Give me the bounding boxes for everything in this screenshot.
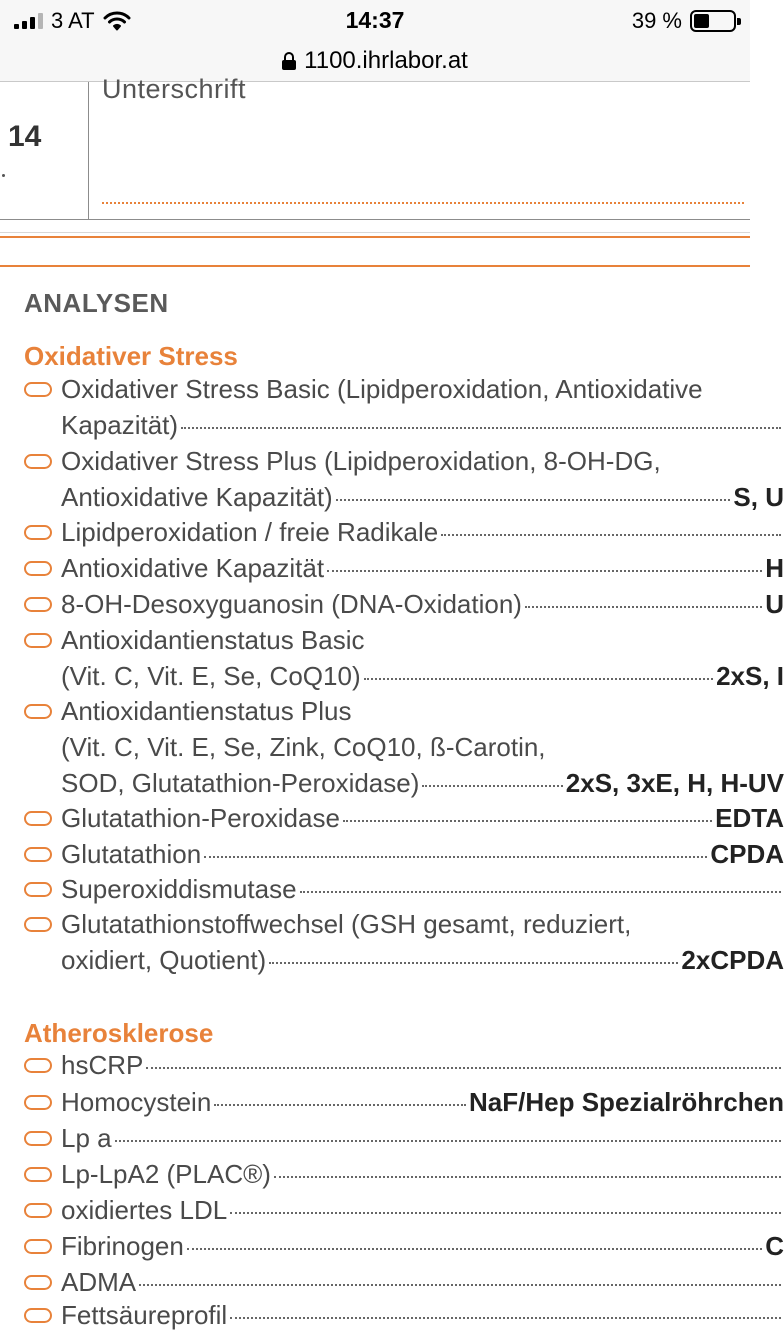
item-line [61, 942, 784, 978]
item-label: Lp-LpA2 (PLAC®) [61, 1159, 271, 1189]
dot-mark [2, 174, 5, 177]
item-label: Kapazität) [61, 410, 179, 440]
item-line [61, 586, 784, 622]
item-label: Fettsäureprofil [61, 1300, 228, 1330]
analysis-item[interactable] [24, 550, 784, 586]
specimen-label: C [765, 1231, 784, 1261]
analysis-item[interactable] [24, 443, 784, 515]
carrier-label: 3 AT [51, 8, 95, 33]
dot-leader [204, 856, 707, 858]
checkbox[interactable] [24, 1203, 52, 1218]
analyses-heading: ANALYSEN [24, 288, 169, 318]
item-label: SOD, Glutatathion-Peroxidase) [61, 768, 420, 798]
item-line [61, 443, 784, 479]
checkbox[interactable] [24, 1131, 52, 1146]
item-line [61, 407, 784, 443]
item-line [61, 371, 784, 407]
item-line [61, 479, 784, 515]
item-line [61, 550, 784, 586]
item-line [61, 1264, 784, 1300]
status-bar [0, 0, 750, 40]
item-label: Oxidativer Stress Plus (Lipidperoxidation, 8-OH-DG, [61, 446, 661, 476]
dot-leader [525, 606, 762, 608]
checkbox[interactable] [24, 1167, 52, 1182]
analysis-item[interactable] [24, 1264, 784, 1300]
item-label: oxidiertes LDL [61, 1195, 228, 1225]
analysis-item[interactable] [24, 514, 784, 550]
checkbox[interactable] [24, 561, 52, 576]
item-label: Antioxidative Kapazität) [61, 482, 333, 512]
row-number: 14 [8, 120, 42, 153]
lock-icon [282, 52, 296, 70]
dot-leader [181, 427, 781, 429]
dot-leader [187, 1248, 762, 1250]
section-title-oxidative-stress: Oxidativer Stress [24, 341, 238, 371]
item-line [61, 906, 784, 942]
checkbox[interactable] [24, 1275, 52, 1290]
item-line [61, 800, 784, 836]
analysis-item[interactable] [24, 836, 784, 872]
item-label: oxidiert, Quotient) [61, 945, 267, 975]
dot-leader [364, 678, 713, 680]
analysis-item[interactable] [24, 906, 784, 978]
analysis-item[interactable] [24, 693, 784, 801]
analysis-item[interactable] [24, 1228, 784, 1264]
url-text[interactable]: 1100.ihrlabor.at [304, 46, 468, 74]
item-label: Glutatathion [61, 839, 202, 869]
dot-leader [300, 891, 781, 893]
signature-label: Unterschrift [102, 74, 247, 104]
orange-divider-top [0, 236, 750, 238]
item-line [61, 693, 784, 729]
status-right [632, 8, 736, 34]
analysis-item[interactable] [24, 371, 784, 443]
specimen-label: 2xS, 3xE, H, H-UV [565, 768, 784, 798]
item-label: Antioxidantienstatus Plus [61, 696, 352, 726]
item-line [61, 871, 784, 907]
analysis-item[interactable] [24, 1047, 784, 1083]
analysis-item[interactable] [24, 871, 784, 907]
checkbox[interactable] [24, 454, 52, 469]
dot-leader [343, 820, 712, 822]
specimen-label: 2xCPDA [681, 945, 784, 975]
specimen-label: U [765, 589, 784, 619]
item-label: ADMA [61, 1267, 137, 1297]
checkbox[interactable] [24, 525, 52, 540]
specimen-label: 2xS, I [716, 661, 784, 691]
item-label: Fibrinogen [61, 1231, 184, 1261]
item-label: Glutatathionstoffwechsel (GSH gesamt, reduziert, [61, 909, 632, 939]
item-line [61, 622, 784, 658]
specimen-label: EDTA [715, 803, 784, 833]
item-label: Oxidativer Stress Basic (Lipidperoxidation, Antioxidative [61, 374, 703, 404]
item-label: Antioxidantienstatus Basic [61, 625, 365, 655]
signature-form-row [0, 74, 750, 220]
item-line [61, 514, 784, 550]
analysis-item[interactable] [24, 1156, 784, 1192]
checkbox[interactable] [24, 1095, 52, 1110]
battery-cap [737, 18, 741, 25]
item-label: Superoxiddismutase [61, 874, 297, 904]
item-line [61, 836, 784, 872]
dot-leader [327, 570, 762, 572]
item-label: Lp a [61, 1123, 112, 1153]
item-label: 8-OH-Desoxyguanosin (DNA-Oxidation) [61, 589, 522, 619]
item-label: Glutatathion-Peroxidase [61, 803, 340, 833]
checkbox[interactable] [24, 597, 52, 612]
item-line [61, 1047, 784, 1083]
item-label: (Vit. C, Vit. E, Se, CoQ10) [61, 661, 361, 691]
item-line [61, 729, 784, 765]
clock: 14:37 [345, 7, 405, 33]
specimen-label: NaF/Hep Spezialröhrchen [469, 1087, 784, 1117]
analysis-item[interactable] [24, 1084, 784, 1120]
analysis-item[interactable] [24, 622, 784, 694]
analysis-item[interactable] [24, 800, 784, 836]
dot-leader [422, 785, 562, 787]
dot-leader [274, 1176, 781, 1178]
divider-line [0, 232, 750, 233]
item-label: Antioxidative Kapazität [61, 553, 325, 583]
dot-leader [214, 1104, 466, 1106]
section-title-atherosclerosis: Atherosklerose [24, 1018, 214, 1048]
item-label: Lipidperoxidation / freie Radikale [61, 517, 439, 547]
item-line [61, 765, 784, 801]
item-label: (Vit. C, Vit. E, Se, Zink, CoQ10, ß-Carotin, [61, 732, 546, 762]
item-line [61, 1192, 784, 1228]
battery-icon [690, 10, 736, 32]
item-label: hsCRP [61, 1050, 144, 1080]
item-label: Homocystein [61, 1087, 212, 1117]
checkbox[interactable] [24, 847, 52, 862]
item-line [61, 1084, 784, 1120]
battery-percentage: 39 % [631, 8, 682, 33]
dot-leader [336, 499, 731, 501]
analysis-item[interactable] [24, 586, 784, 622]
item-line [61, 658, 784, 694]
checkbox[interactable] [24, 382, 52, 397]
dot-leader [441, 534, 781, 536]
dot-leader [230, 1317, 781, 1319]
dot-leader [139, 1284, 781, 1286]
column-divider [88, 82, 89, 220]
checkbox[interactable] [24, 917, 52, 932]
dot-leader [115, 1140, 781, 1142]
analysis-item[interactable] [24, 1120, 784, 1156]
specimen-label: CPDA [710, 839, 784, 869]
specimen-label: S, U [733, 482, 784, 512]
checkbox[interactable] [24, 633, 52, 648]
checkbox[interactable] [24, 811, 52, 826]
item-line [61, 1156, 784, 1192]
item-line [61, 1297, 784, 1333]
checkbox[interactable] [24, 882, 52, 897]
dot-leader [146, 1067, 781, 1069]
specimen-label: H [765, 553, 784, 583]
item-line [61, 1228, 784, 1264]
checkbox[interactable] [24, 1058, 52, 1073]
battery-fill [694, 14, 709, 28]
orange-divider-bottom [0, 265, 750, 267]
analysis-item[interactable] [24, 1297, 784, 1333]
item-line [61, 1120, 784, 1156]
checkbox[interactable] [24, 704, 52, 719]
analysis-item[interactable] [24, 1192, 784, 1228]
checkbox[interactable] [24, 1239, 52, 1254]
dot-leader [230, 1212, 781, 1214]
checkbox[interactable] [24, 1308, 52, 1323]
dot-leader [269, 962, 678, 964]
signature-field[interactable] [102, 202, 744, 204]
